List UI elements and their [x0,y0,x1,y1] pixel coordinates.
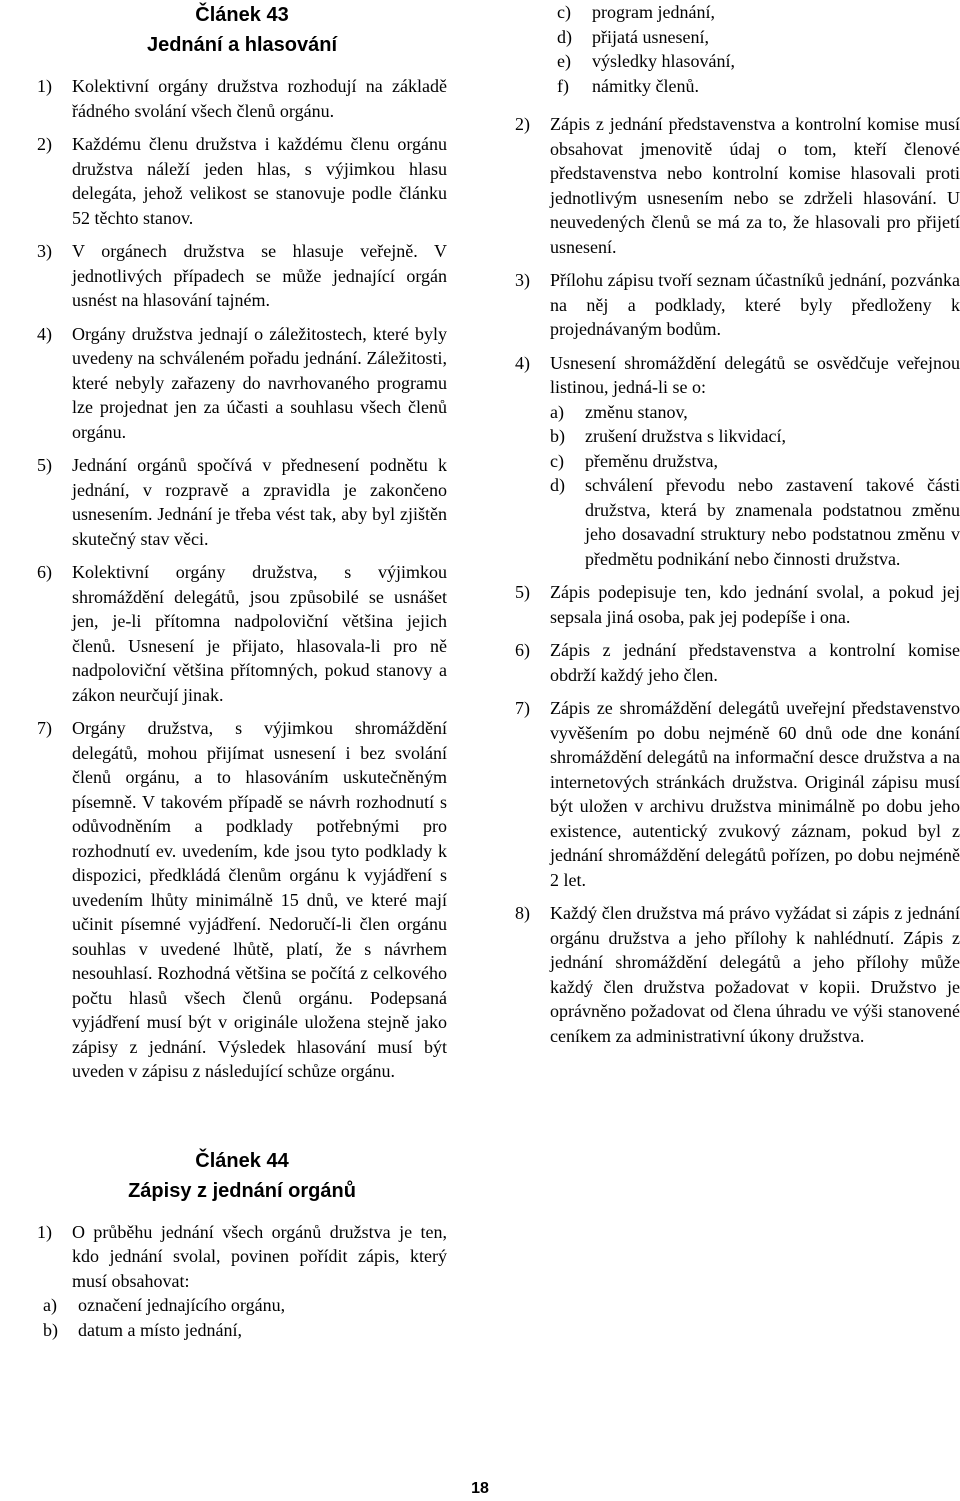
article-44-item-5 [515,580,960,629]
list-item [43,1293,447,1318]
item-text: datum a místo jednání, [78,1319,242,1340]
left-column [37,0,447,1351]
item-letter: b) [43,1319,58,1340]
item-text: Orgány družstva jednají o záležitostech, které byly uvedeny na schváleném pořadu jednání. Záležitosti, které nebyly zařazeny do navrhovaného programu lze projednat jen za účasti a souhlasu všech členů orgánu. [72,323,447,442]
item-text: schválení převodu nebo zastavení takové části družstva, která by znamenala podstatnou změnu jeho dosavadní struktury nebo podstatnou změnu v předmětu podnikání nebo činnosti družstva. [585,475,960,569]
item-number: 5) [37,455,52,475]
list-item [550,473,960,571]
item-text: V orgánech družstva se hlasuje veřejně. V jednotlivých případech se může jednající orgán usnést na hlasování tajném. [72,241,447,310]
list-item [557,74,960,99]
article-44-item-1 [37,1220,447,1294]
article-44-item-4 [515,351,960,400]
list-item [557,25,960,50]
item-text: Zápis podepisuje ten, kdo jednání svolal, a pokud jej sepsala jiná osoba, pak jej podepíše i ona. [550,582,960,627]
article-43-item-2 [37,132,447,230]
item-letter: d) [557,26,572,47]
right-column [515,0,960,1057]
article-44-title: Článek 44 [195,1149,289,1172]
article-43-item-1 [37,74,447,123]
page-number: 18 [471,1480,489,1497]
item-number: 4) [515,352,530,373]
item-text: Kolektivní orgány družstva rozhodují na základě řádného svolání všech členů orgánu. [72,76,447,121]
item-text: Usnesení shromáždění delegátů se osvědčuje veřejnou listinou, jedná-li se o: [550,352,960,397]
article-43-item-7 [37,716,447,1084]
item-text: Orgány družstva, s výjimkou shromáždění delegátů, mohou přijímat usnesení i bez svolání členů orgánu, a to hlasováním uskutečněným písemně. V takovém případě se návrh rozhodnutí s odůvodněním a podklady potřebnými pro rozhodnutí ev. uvedením, kde jsou tyto podklady k dispozici, předkládá členům orgánu k vyjádření s uvedením lhůty minimálně 15 dnů, ve které mají učinit písemné vyjádření. Nedoručí-li člen orgánu souhlas v uvedené lhůtě, platí, že s návrhem nesouhlasí. Rozhodná většina se počítá z celkového počtu hlasů všech členů orgánu. Podepsaná vyjádření musí být v originále uložena stejně jako zápisy z jednání. Výsledek hlasování musí být uveden v zápisu z následující schůze orgánu. [72,718,447,1081]
list-item [557,49,960,74]
item-letter: e) [557,51,571,71]
item-number: 7) [515,698,530,718]
item-number: 3) [37,241,52,261]
item-number: 2) [37,134,52,154]
item-letter: b) [550,426,565,446]
item-text: program jednání, [592,2,715,22]
list-item [557,0,960,25]
article-44-item-8 [515,901,960,1048]
item-letter: f) [557,75,569,96]
item-number: 5) [515,582,530,602]
item-text: Zápis z jednání představenstva a kontrolní komise obdrží každý jeho člen. [550,640,960,685]
article-44-item-1-list-left [43,1293,447,1342]
article-44-item-4-list [550,400,960,572]
item-text: změnu stanov, [585,401,688,422]
item-number: 1) [37,76,52,96]
article-44-item-1-list-right [557,0,960,98]
article-43-subtitle: Jednání a hlasování [146,34,338,56]
item-text: O průběhu jednání všech orgánů družstva je ten, kdo jednání svolal, povinen pořídit zápis, který musí obsahovat: [72,1221,447,1291]
item-text: Každý člen družstva má právo vyžádat si zápis z jednání orgánu družstva a jeho přílohy k nahlédnutí. Zápis z jednání shromáždění delegátů a jeho přílohy může každý člen družstva požadovat v kopii. Družstvo je oprávněno požadovat od člena úhradu ve výši stanovené ceníkem za administrativní úkony družstva. [550,903,960,1046]
item-letter: a) [550,401,564,422]
article-43-item-4 [37,322,447,445]
article-43-item-5 [37,453,447,551]
item-number: 3) [515,270,530,290]
article-43-title: Článek 43 [195,4,289,26]
item-text: námitky členů. [592,75,699,96]
list-item [550,424,960,449]
item-text: Každému členu družstva i každému členu orgánu družstva náleží jeden hlas, s výjimkou hlasu delegáta, jehož velikost se stanovuje podle článku 52 těchto stanov. [72,134,447,228]
item-text: Přílohu zápisu tvoří seznam účastníků jednání, pozvánka na něj a podklady, které byly předloženy k projednávaným bodům. [550,270,960,339]
item-number: 7) [37,718,52,738]
item-text: přijatá usnesení, [592,26,709,47]
item-letter: a) [43,1295,57,1315]
item-number: 6) [515,640,530,660]
item-text: Jednání orgánů spočívá v přednesení podnětu k jednání, v rozpravě a zpravidla je zakončeno usnesením. Jednání je třeba vést tak, aby byl zjištěn skutečný stav věci. [72,455,447,549]
article-44-item-3 [515,268,960,342]
article-43-item-3 [37,239,447,313]
item-number: 4) [37,323,52,344]
list-item [43,1318,447,1343]
item-number: 8) [515,903,530,923]
item-letter: c) [557,2,571,22]
item-text: Zápis ze shromáždění delegátů uveřejní představenstvo vyvěšením po dobu nejméně 60 dnů ode dne konání shromáždění delegátů na informační desce družstva a na internetových stránkách družstva. Originál zápisu musí být uložen v archivu družstva minimálně po dobu jeho existence, autentický zvukový záznam, pokud byl z jednání shromáždění delegátů pořízen, po dobu nejméně 2 let. [550,698,960,890]
item-number: 6) [37,562,52,582]
item-text: přeměnu družstva, [585,450,718,471]
item-text: Kolektivní orgány družstva, s výjimkou shromáždění delegátů, jsou způsobilé se usnášet jen, je-li přítomna nadpoloviční většina jejich členů. Usnesení je přijato, hlasovala-li pro ně nadpoloviční většina přítomných, pokud stanovy a zákon neurčují jinak. [72,562,447,705]
list-item [550,449,960,474]
item-number: 2) [515,114,530,134]
item-text: zrušení družstva s likvidací, [585,426,786,446]
article-44-item-7 [515,696,960,892]
article-44-item-6 [515,638,960,687]
article-43-item-6 [37,560,447,707]
item-number: 1) [37,1221,52,1242]
item-text: označení jednajícího orgánu, [78,1295,286,1315]
list-item [550,400,960,425]
item-letter: c) [550,450,564,471]
article-44-item-2 [515,112,960,259]
item-text: Zápis z jednání představenstva a kontrolní komise musí obsahovat jmenovitě údaj o tom, kteří členové představenstva nebo kontrolní komise hlasovali proti jednotlivým usnesením nebo se zdrželi hlasování. U neuvedených členů se má za to, že hlasovali pro přijetí usnesení. [550,114,960,257]
article-44-subtitle: Zápisy z jednání orgánů [128,1179,356,1202]
item-text: výsledky hlasování, [592,51,735,71]
item-letter: d) [550,475,565,495]
